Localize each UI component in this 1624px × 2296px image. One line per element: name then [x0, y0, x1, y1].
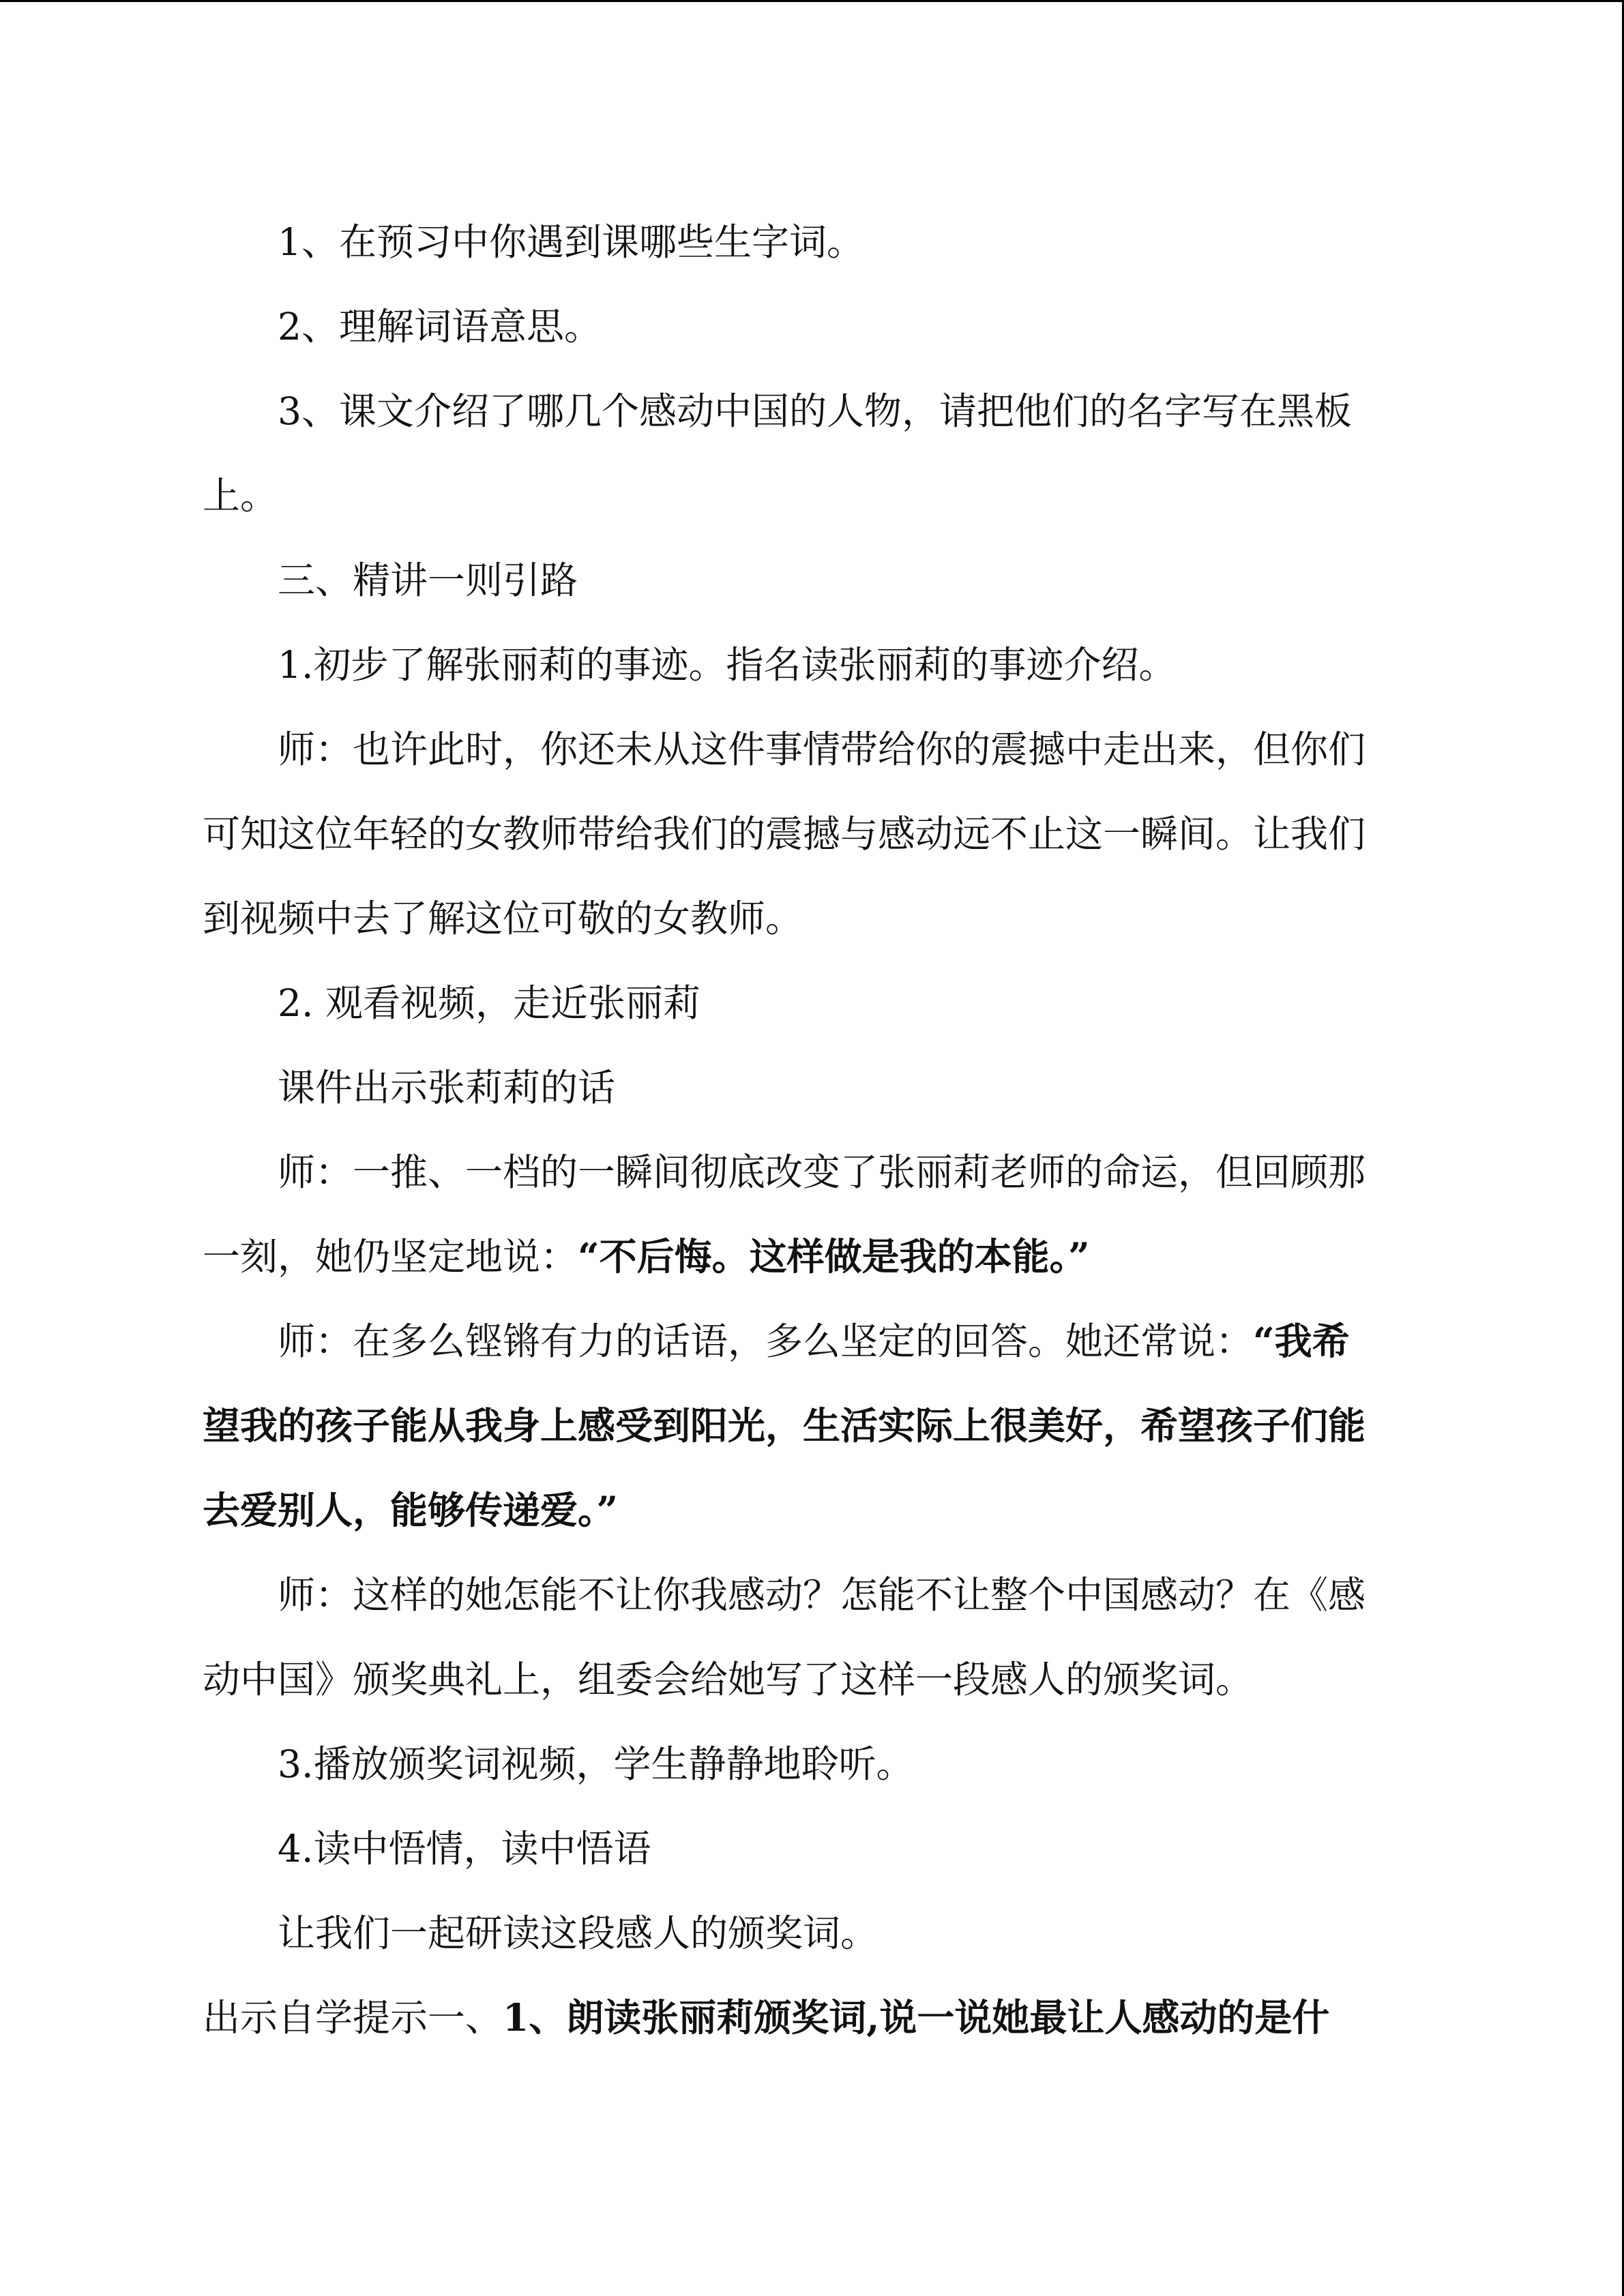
paragraph-line — [203, 1806, 1389, 1891]
paragraph-line — [203, 1891, 1389, 1976]
line-text: 三、精讲一则引路 — [278, 558, 578, 602]
quote-text: “我希 — [1253, 1319, 1350, 1363]
paragraph-line — [203, 961, 1389, 1045]
paragraph-line — [203, 1130, 1389, 1214]
line-text: 师：一推、一档的一瞬间彻底改变了张丽莉老师的命运，但回顾那 — [278, 1150, 1366, 1194]
line-text: 师：这样的她怎能不让你我感动？怎能不让整个中国感动？在《感 — [278, 1573, 1366, 1617]
line-text: 3.播放颁奖词视频，学生静静地聆听。 — [278, 1742, 914, 1786]
line-text: 2. 观看视频，走近张丽莉 — [278, 981, 700, 1025]
line-text: 上。 — [203, 474, 278, 518]
paragraph-line — [203, 1976, 1389, 2060]
paragraph-line — [203, 792, 1389, 876]
line-text: 出示自学提示一、 — [203, 1996, 503, 2040]
paragraph-line — [203, 453, 1389, 538]
paragraph-line — [203, 1214, 1389, 1299]
line-text: 动中国》颁奖典礼上，组委会给她写了这样一段感人的颁奖词。 — [203, 1658, 1254, 1701]
line-text: 1、在预习中你遇到课哪些生字词。 — [278, 220, 864, 264]
line-text: 2、理解词语意思。 — [278, 305, 602, 348]
quote-text: 去爱别人，能够传递爱。” — [203, 1488, 619, 1532]
paragraph-line — [203, 1299, 1389, 1384]
paragraph-line — [203, 707, 1389, 792]
paragraph-line — [203, 1468, 1389, 1553]
paragraph-line — [203, 1384, 1389, 1468]
line-text: 4.读中悟情，读中悟语 — [278, 1827, 651, 1870]
line-text: 可知这位年轻的女教师带给我们的震撼与感动远不止这一瞬间。让我们 — [203, 812, 1366, 856]
paragraph-line — [203, 1637, 1389, 1722]
paragraph-line — [203, 876, 1389, 961]
paragraph-line — [203, 1045, 1389, 1130]
quote-text: “不后悔。这样做是我的本能。” — [578, 1234, 1090, 1279]
line-text: 师：也许此时，你还未从这件事情带给你的震撼中走出来，但你们 — [278, 728, 1366, 771]
paragraph-line — [203, 369, 1389, 453]
line-text: 课件出示张莉莉的话 — [278, 1066, 616, 1109]
paragraph-line — [203, 1553, 1389, 1637]
line-text: 让我们一起研读这段感人的颁奖词。 — [278, 1911, 879, 1955]
line-text: 一刻，她仍坚定地说： — [203, 1235, 578, 1279]
section-heading — [203, 538, 1389, 623]
line-text: 到视频中去了解这位可敬的女教师。 — [203, 897, 803, 940]
prompt-text: 1、朗读张丽莉颁奖词,说一说她最让人感动的是什 — [503, 1995, 1330, 2040]
line-text: 3、课文介绍了哪几个感动中国的人物，请把他们的名字写在黑板 — [278, 389, 1352, 433]
paragraph-line — [203, 200, 1389, 284]
paragraph-line — [203, 1722, 1389, 1806]
line-text: 师：在多么铿锵有力的话语，多么坚定的回答。她还常说： — [278, 1320, 1254, 1363]
quote-text: 望我的孩子能从我身上感受到阳光，生活实际上很美好，希望孩子们能 — [203, 1403, 1366, 1448]
paragraph-line — [203, 623, 1389, 707]
document-body — [203, 200, 1389, 2060]
line-text: 1.初步了解张丽莉的事迹。指名读张丽莉的事迹介绍。 — [278, 643, 1177, 687]
paragraph-line — [203, 284, 1389, 369]
